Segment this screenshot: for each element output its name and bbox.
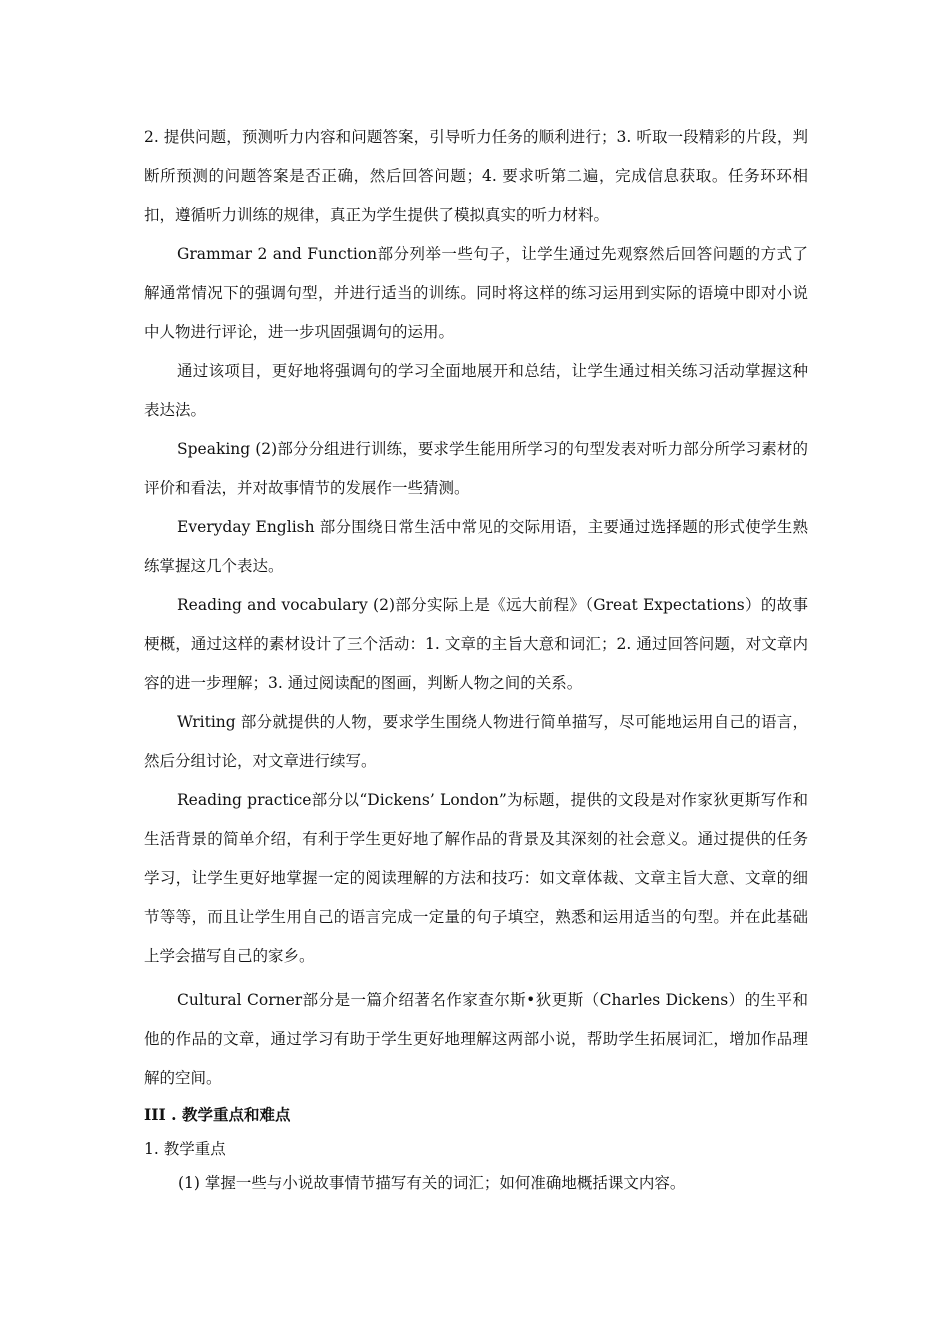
sub-heading: 1. 教学重点: [144, 1140, 226, 1158]
paragraph-grammar-function: Grammar 2 and Function部分列举一些句子，让学生通过先观察然后回答问题的方式了解通常情况下的强调句型，并进行适当的训练。同时将这样的练习运用到实际的语境中即对小说中人物进行评论，进一步巩固强调句的运用。: [144, 245, 808, 341]
paragraph-writing: Writing 部分就提供的人物，要求学生围绕人物进行简单描写，尽可能地运用自己的语言，然后分组讨论，对文章进行续写。: [144, 713, 808, 770]
paragraph-cultural-corner: Cultural Corner部分是一篇介绍著名作家查尔斯•狄更斯（Charles Dickens）的生平和他的作品的文章，通过学习有助于学生更好地理解这两部小说，帮助学生拓展词汇，增加作品理解的空间。: [144, 991, 808, 1087]
list-item: (1) 掌握一些与小说故事情节描写有关的词汇；如何准确地概括课文内容。: [178, 1174, 686, 1192]
paragraph-listening-tasks: 2. 提供问题，预测听力内容和问题答案，引导听力任务的顺利进行；3. 听取一段精彩的片段，判断所预测的问题答案是否正确，然后回答问题；4. 要求听第二遍，完成信息获取。任务环环相扣，遵循听力训练的规律，真正为学生提供了模拟真实的听力材料。: [144, 128, 808, 224]
paragraph-project-summary: 通过该项目，更好地将强调句的学习全面地展开和总结，让学生通过相关练习活动掌握这种表达法。: [144, 362, 808, 419]
paragraph-everyday-english: Everyday English 部分围绕日常生活中常见的交际用语，主要通过选择题的形式使学生熟练掌握这几个表达。: [144, 518, 808, 575]
section-heading: III . 教学重点和难点: [144, 1105, 291, 1124]
paragraph-reading-practice: Reading practice部分以“Dickens’ London”为标题，提供的文段是对作家狄更斯写作和生活背景的简单介绍，有利于学生更好地了解作品的背景及其深刻的社会意义。通过提供的任务学习，让学生更好地掌握一定的阅读理解的方法和技巧：如文章体裁、文章主旨大意、文章的细节等等，而且让学生用自己的语言完成一定量的句子填空，熟悉和运用适当的句型。并在此基础上学会描写自己的家乡。: [144, 791, 808, 965]
paragraph-reading-vocabulary: Reading and vocabulary (2)部分实际上是《远大前程》（Great Expectations）的故事梗概，通过这样的素材设计了三个活动：1. 文章的主旨大意和词汇；2. 通过回答问题，对文章内容的进一步理解；3. 通过阅读配的图画，判断人物之间的关系。: [144, 596, 808, 692]
paragraph-speaking: Speaking (2)部分分组进行训练，要求学生能用所学习的句型发表对听力部分所学习素材的评价和看法，并对故事情节的发展作一些猜测。: [144, 440, 808, 497]
